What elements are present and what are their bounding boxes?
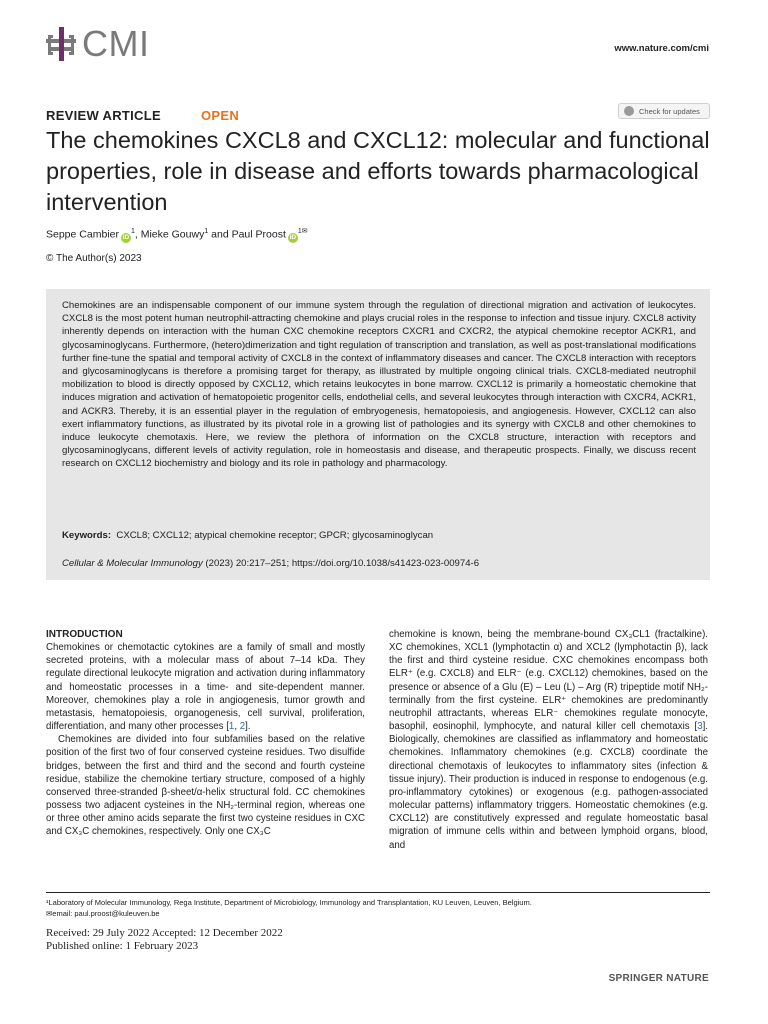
published-date: Published online: 1 February 2023 [46,940,199,952]
affiliation-marker: 1 [204,228,209,235]
affiliation-text: ¹Laboratory of Molecular Immunology, Rega Institute, Department of Microbiology, Immunology and Transplantation, KU Leuven, Leuven, Belgium. [46,898,532,907]
citation-doi[interactable]: (2023) 20:217–251; https://doi.org/10.1038/s41423-023-00974-6 [202,558,480,569]
affiliation-marker: 1 [130,228,135,235]
body-column-left [46,628,365,839]
author-name[interactable]: Mieke Gouwy [140,228,205,241]
check-for-updates-button[interactable] [618,103,710,119]
orcid-icon[interactable]: iD [289,233,297,241]
body-paragraph: Chemokines or chemotactic cytokines are a family of small and mostly secreted proteins, with a molecular mass of about 7–14 kDa. They regulate directional leukocyte migration and activation during inflammatory and homeostatic processes in a time- and site-dependent manner. Moreover, chemokines play a role in angiogenesis, tumor growth and metastasis, hematopoiesis, organogenesis, cell survival, proliferation, differentiation, and many other processes [1, 2]. [46,642,365,733]
body-paragraph: Chemokines are divided into four subfamilies based on the relative position of the first two of four conserved cysteine residues. Two disulfide bridges, between the first and third and the second and fourth cysteine residue, stabilize the chemokine tertiary structure, composed of a highly conserved three-stranded β-sheet/α-helix structural fold. CC chemokines possess two adjacent cysteines in the NH₂-terminal region, whereas one or three other amino acids separate the first two cysteine residues in CXC and CX₃C chemokines, respectively. Only one CX₃C [46,734,365,838]
author-separator: and [208,228,232,241]
cmi-logo-icon [46,27,76,61]
author-list: Seppe Cambier $iD^1$, Mieke Gouwy$^1$ and Paul Proost $iD^{1✉}$ [46,228,308,241]
journal-url-link[interactable]: www.nature.com/cmi [614,43,709,54]
article-dates [46,927,283,953]
keywords-list: CXCL8; CXCL12; atypical chemokine receptor; GPCR; glycosaminoglycan [116,530,434,541]
check-updates-label: Check for updates [639,106,700,116]
article-type-label: REVIEW ARTICLE [46,108,161,123]
body-column-right [389,628,708,852]
reference-link[interactable]: 1 [228,721,235,733]
correspondence-email[interactable]: ✉email: paul.proost@kuleuven.be [46,909,160,918]
reference-link[interactable]: 3 [697,721,703,733]
citation-line [62,558,479,569]
orcid-icon[interactable]: iD [122,233,130,241]
reference-link[interactable]: 2 [239,721,246,733]
affiliation-footnote [46,897,532,919]
section-heading: INTRODUCTION [46,629,123,640]
body-paragraph: chemokine is known, being the membrane-bound CX₃CL1 (fractalkine). XC chemokines, XCL1 (lymphotactin α) and XCL2 (lymphotactin β), lack the first and third cysteine residue. CXC chemokines encompass both ELR⁺ (e.g. CXCL8) and ELR⁻ (e.g. CXCL12) chemokines, based on the presence or absence of a Glu (E) – Leu (L) – Arg (R) tripeptide motif NH₂-terminally from the first cysteine. ELR⁺ chemokines are predominantly neutrophil attractants, whereas ELR⁻ chemokines regulate monocyte, basophil, eosinophil, lymphocyte, and natural killer cell chemotaxis [3]. Biologically, chemokines are classified as inflammatory and homeostatic chemokines. Inflammatory chemokines (e.g. CXCL8) coordinate the directional chemotaxis of leukocytes to inflammatory sites (infection & tissue injury). Their production is induced in response to endogenous (e.g. pro-inflammatory cytokines) or exogenous (e.g. pathogen-associated molecular patterns) inflammatory triggers. Homeostatic chemokines (e.g. CXCL12) are constitutively expressed and regulate homeostatic basal migration of immune cells within and between lymphoid organs, blood, and [389,629,708,851]
open-access-label: OPEN [201,108,240,123]
abstract-box [46,289,710,580]
crossmark-icon [624,106,634,116]
author-name[interactable]: Seppe Cambier [46,228,119,241]
citation-journal: Cellular & Molecular Immunology [62,558,203,569]
keywords-line [62,530,433,541]
author-name[interactable]: Paul Proost [231,228,286,241]
footnote-divider [46,892,710,893]
keywords-label: Keywords: [62,530,112,541]
publisher-logo[interactable]: SPRINGER NATURE [608,973,709,984]
article-title: The chemokines CXCL8 and CXCL12: molecular and functional properties, role in disease and efforts towards pharmacological intervention [46,127,710,215]
abstract-text: Chemokines are an indispensable component of our immune system through the regulation of directional migration and activation of leukocytes. CXCL8 is the most potent human neutrophil-attracting chemokine and plays crucial roles in the response to infection and tissue injury. CXCL8 activity inherently depends on interaction with the human CXC chemokine receptors CXCR1 and CXCR2, the atypical chemokine receptor ACKR1, and glycosaminoglycans. Furthermore, (hetero)dimerization and tight regulation of transcription and translation, as well as post-translational modifications further fine-tune the spatial and temporal activity of CXCL8 in the context of inflammatory diseases and cancer. The CXCL8 interaction with receptors and glycosaminoglycans is therefore a promising target for therapy, as illustrated by multiple ongoing clinical trials. CXCL8-mediated neutrophil mobilization to blood is directly opposed by CXCL12, which retains leukocytes in bone marrow. CXCL12 is primarily a homeostatic chemokine that induces migration and activation of hematopoietic progenitor cells, endothelial cells, and several leukocytes through interaction with CXCR4, ACKR1, and ACKR3. Thereby, it is an essential player in the regulation of embryogenesis, hematopoiesis, and angiogenesis. However, CXCL12 can also exert inflammatory functions, as illustrated by its pivotal role in a growing list of pathologies and its synergy with CXCL8 and other chemokines to induce leukocyte chemotaxis. Here, we review the plethora of information on the CXCL8 structure, interaction with receptors and glycosaminoglycans, different levels of activity regulation, role in homeostasis and disease, and therapeutic prospects. Finally, we discuss recent research on CXCL12 biochemistry and biology and its role in pathology and pharmacology. [62,300,696,470]
affiliation-marker: 1✉ [297,228,308,235]
copyright-notice: © The Author(s) 2023 [46,253,142,264]
received-accepted-dates: Received: 29 July 2022 Accepted: 12 December 2022 [46,927,283,939]
logo-text: CMI [82,23,150,64]
journal-logo[interactable] [46,23,150,64]
